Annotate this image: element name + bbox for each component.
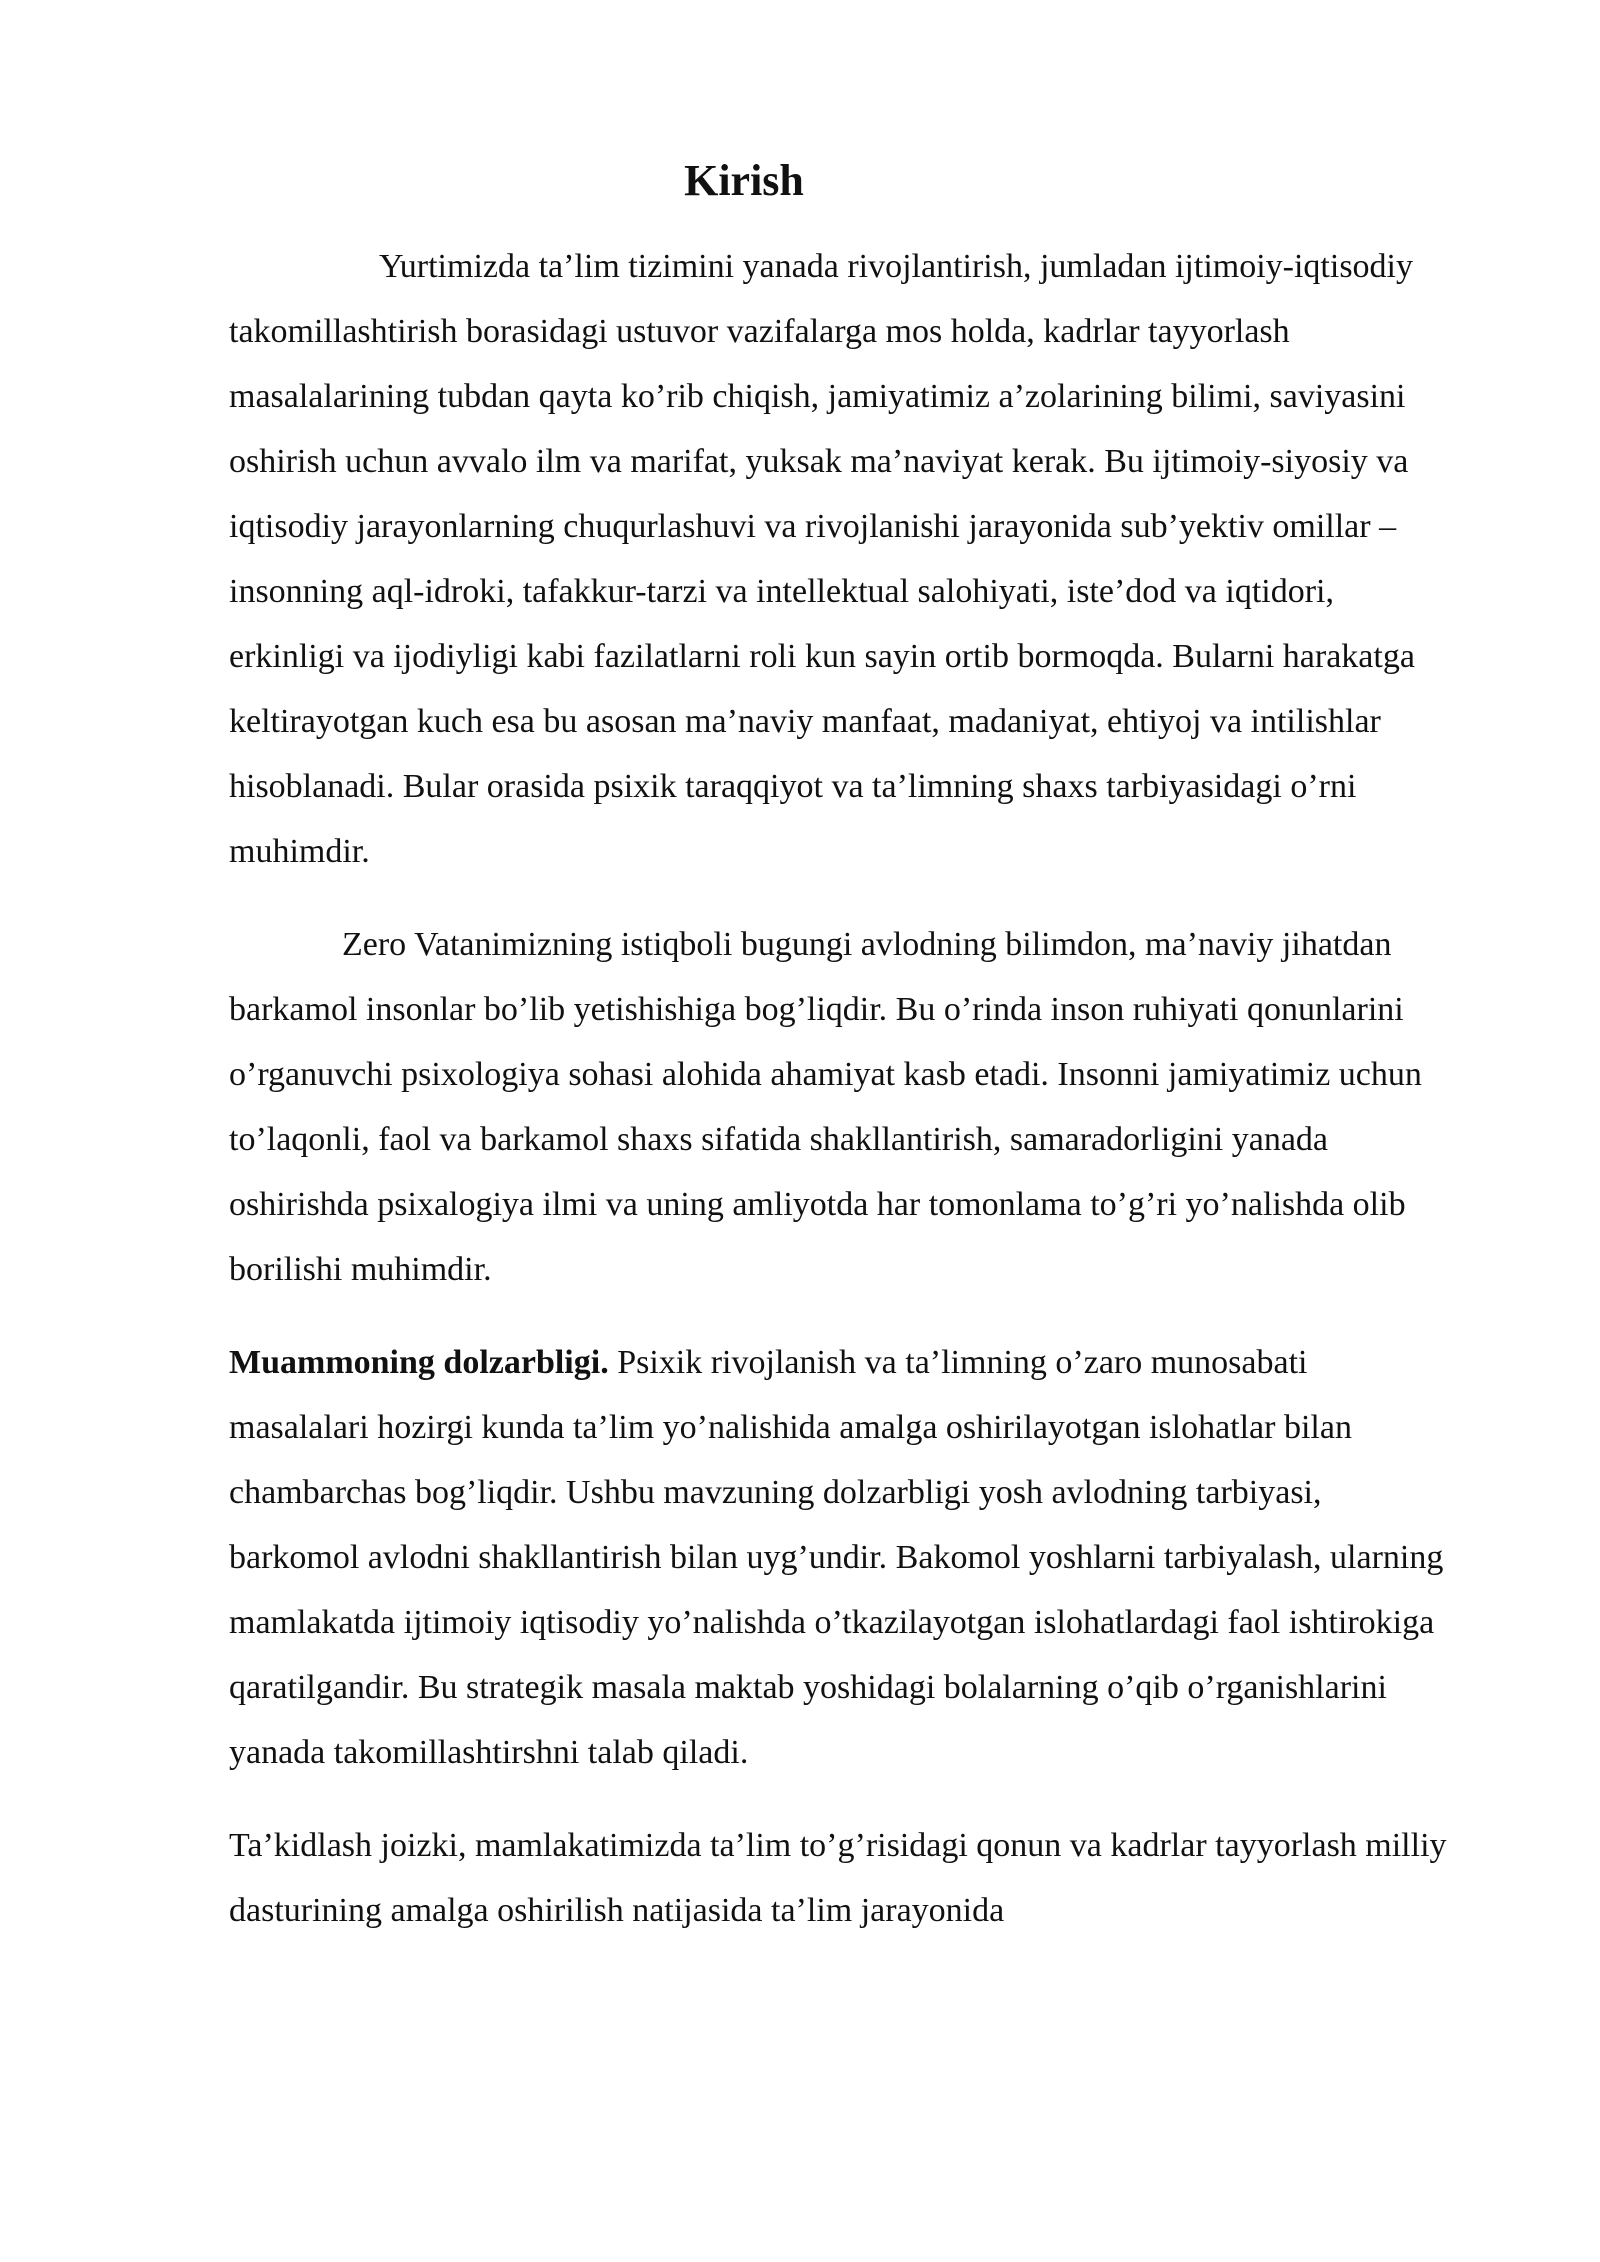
paragraph-intro: Yurtimizda ta’lim tizimini yanada rivojlantirish, jumladan ijtimoiy-iqtisodiy takomillashtirish borasidagi ustuvor vazifalarga mos holda, kadrlar tayyorlash masalalarining tubdan qayta ko’rib chiqish, jamiyatimiz a’zolarining bilimi, saviyasini oshirish uchun avvalo ilm va marifat, yuksak ma’naviyat kerak. Bu ijtimoiy-siyosiy va iqtisodiy jarayonlarning chuqurlashuvi va rivojlanishi jarayonida sub’yektiv omillar – insonning aql-idroki, tafakkur-tarzi va intellektual salohiyati, iste’dod va iqtidori, erkinligi va ijodiyligi kabi fazilatlarni roli kun sayin ortib bormoqda. Bularni harakatga keltirayotgan kuch esa bu asosan ma’naviy manfaat, madaniyat, ehtiyoj va intilishlar hisoblanadi. Bular orasida psixik taraqqiyot va ta’limning shaxs tarbiyasidagi o’rni muhimdir. (229, 248, 1415, 870)
paragraph-relevance (229, 1330, 1449, 1785)
paragraph-relevance-text: Psixik rivojlanish va ta’limning o’zaro munosabati masalalari hozirgi kunda ta’lim yo’nalishida amalga oshirilayotgan islohatlar bilan chambarchas bog’liqdir. Ushbu mavzuning dolzarbligi yosh avlodning tarbiyasi, barkomol avlodni shakllantirish bilan uyg’undir. Bakomol yoshlarni tarbiyalash, ularning mamlakatda ijtimoiy iqtisodiy yo’nalishda o’tkazilayotgan islohatlardagi faol ishtirokiga qaratilgandir. Bu strategik masala maktab yoshidagi bolalarning o’qib o’rganishlarini yanada takomillashtirshni talab qiladi. (229, 1344, 1444, 1771)
paragraph-relevance-heading: Muammoning dolzarbligi. (229, 1344, 609, 1381)
paragraph-emphasis: Ta’kidlash joizki, mamlakatimizda ta’lim to’g’risidagi qonun va kadrlar tayyorlash milliy dasturining amalga oshirilish natijasida ta’lim jarayonida (229, 1827, 1447, 1929)
document-body (229, 150, 1449, 1943)
page-title: Kirish (684, 156, 804, 205)
paragraph-future: Zero Vatanimizning istiqboli bugungi avlodning bilimdon, ma’naviy jihatdan barkamol insonlar bo’lib yetishishiga bog’liqdir. Bu o’rinda inson ruhiyati qonunlarini o’rganuvchi psixologiya sohasi alohida ahamiyat kasb etadi. Insonni jamiyatimiz uchun to’laqonli, faol va barkamol shaxs sifatida shakllantirish, samaradorligini yanada oshirishda psixalogiya ilmi va uning amliyotda har tomonlama to’g’ri yo’nalishda olib borilishi muhimdir. (229, 926, 1422, 1288)
